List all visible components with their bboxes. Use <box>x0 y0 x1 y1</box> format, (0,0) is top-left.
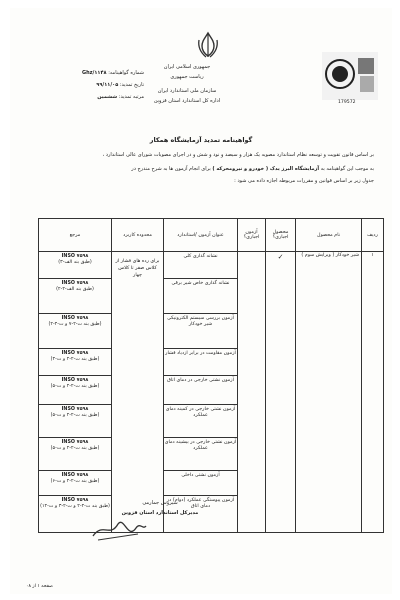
header-row: ردیف <box>362 219 384 252</box>
header-product-mandatory: محصول اجباری؟ <box>266 219 296 252</box>
product-mandatory-check: ✓ <box>266 252 296 533</box>
test-item: آزمون پیوستگی عملکرد (دوام) در دمای اتاق <box>166 498 235 510</box>
test-mandatory-cell <box>238 252 266 533</box>
reference-code: INSO ۷۵۹۸ <box>61 498 89 503</box>
reference-item <box>39 349 111 376</box>
body-paragraph-3: جدول زیر بر اساس قوانین و مقررات مربوطه اجازه داده می شود : <box>234 178 374 184</box>
reference-item <box>39 376 111 405</box>
reference-code: INSO ۷۵۹۸ <box>61 351 89 356</box>
page-title: گواهینامه تمدید آزمایشگاه همکار <box>149 136 253 144</box>
reference-clause: (طبق بند ت-۲-۲ و ت-۶) <box>50 479 100 485</box>
header-test-title: عنوان آزمون /استاندارد <box>164 219 238 252</box>
reference-item <box>39 405 111 438</box>
reference-clause: (طبق بند الف-۳) <box>58 260 92 266</box>
renewal-rank: مرتبه تمدید: ششمین <box>97 94 144 100</box>
row-number: ۱ <box>362 252 384 533</box>
signature-mark <box>88 514 148 544</box>
reference-list <box>39 252 111 532</box>
reference-clause: (طبق بند الف-۲-۲) <box>56 287 94 293</box>
table-header-row <box>39 219 384 252</box>
reference-item <box>39 252 111 279</box>
header-reference: مرجع <box>39 219 112 252</box>
lab-name: آزمایشگاه البرز یدک ( خودرو و نیرومحرکه ) <box>212 166 320 172</box>
body-paragraph-2: به موجب این گواهینامه به آزمایشگاه البرز یدک ( خودرو و نیرومحرکه ) برای انجام آزمون ها به شرح مندرج در <box>131 166 374 172</box>
iran-emblem-icon <box>193 30 223 60</box>
certificate-number: شماره گواهینامه: Ghz/۱۱۴۸ <box>81 70 144 76</box>
reference-item <box>39 314 111 349</box>
test-item: نشانه گذاری خاص شیر برقی <box>164 279 237 314</box>
standard-logo <box>322 52 378 108</box>
reference-item <box>39 279 111 314</box>
references-cell <box>39 252 112 533</box>
reference-code: INSO ۷۵۹۸ <box>61 316 89 321</box>
test-item: آزمون نشتی خارجی در دمای اتاق <box>164 376 237 405</box>
reference-clause: (طبق بند ت-۲-۲ و ت-۴) <box>50 357 100 363</box>
reference-item <box>39 471 111 496</box>
reference-clause: (طبق بند ت-۲-۲ و ت-۲-۳ و ت-۱۲) <box>40 504 110 510</box>
logo-code: 179572 <box>338 100 356 105</box>
reference-code: INSO ۷۵۹۸ <box>61 407 89 412</box>
certificate-page <box>10 8 392 594</box>
reference-code: INSO ۷۵۹۸ <box>61 378 89 383</box>
reference-clause: (طبق بند ت-۲-۲ و ت-۵) <box>50 413 100 419</box>
tests-table <box>38 218 384 533</box>
header-scope: محدوده کاربرد <box>112 219 164 252</box>
signer-name: سیروس جمارمی <box>142 500 178 506</box>
product-name: شیر خودکار ( ویرایش سوم ) <box>296 252 362 533</box>
header-line-3: سازمان ملی استاندارد ایران <box>157 88 217 94</box>
header-line-1: جمهوری اسلامی ایران <box>163 64 211 70</box>
test-item: آزمون بررسی سیستم الکترونیکی شیر خودکار <box>164 314 237 349</box>
reference-code: INSO ۷۵۹۸ <box>61 254 89 259</box>
reference-clause: (طبق بند ت-۲-۷ و ت-۴-۲) <box>48 322 102 328</box>
test-item: آزمون مقاومت در برابر ازدیاد فشار <box>164 349 237 376</box>
body-paragraph-1: بر اساس قانون تقویت و توسعه نظام استاندارد مصوبه یک هزار و سیصد و نود و شش و در اجرای مصوبات شورای عالی استاندارد ، <box>102 152 374 158</box>
reference-item <box>39 438 111 471</box>
reference-code: INSO ۷۵۹۸ <box>61 473 89 478</box>
test-item: آزمون نشتی خارجی در کمینه دمای عملکرد <box>164 405 237 438</box>
signer-role: مدیرکل استاندارد استان قزوین <box>121 510 199 516</box>
header-line-2: ریاست جمهوری <box>170 74 204 80</box>
test-item: آزمون نشتی خارجی در بیشینه دمای عملکرد <box>164 438 237 471</box>
test-titles-cell <box>164 252 238 533</box>
header-product: نام محصول <box>296 219 362 252</box>
header-line-4: اداره کل استاندارد استان قزوین <box>153 98 221 104</box>
test-item: نشانه گذاری کلی <box>164 252 237 279</box>
scope-cell: برای رده های فشار از کلاس صفر تا کلاس چهار <box>112 252 164 533</box>
reference-code: INSO ۷۵۹۸ <box>61 281 89 286</box>
page-footer: صفحه ۱ از ۰۸ <box>26 584 53 589</box>
reference-code: INSO ۷۵۹۸ <box>61 440 89 445</box>
table-row <box>39 252 384 533</box>
renewal-date: تاریخ تمدید: ۹۹/۱۱/۰۵ <box>96 82 144 88</box>
test-list <box>164 252 237 532</box>
header-test-mandatory: آزمون اجباری؟ <box>238 219 266 252</box>
test-item: آزمون نشتی داخلی <box>164 471 237 496</box>
reference-clause: (طبق بند ت-۲-۲ و ت-۵) <box>50 446 100 452</box>
reference-clause: (طبق بند ت-۲-۲ و ت-۵) <box>50 384 100 390</box>
